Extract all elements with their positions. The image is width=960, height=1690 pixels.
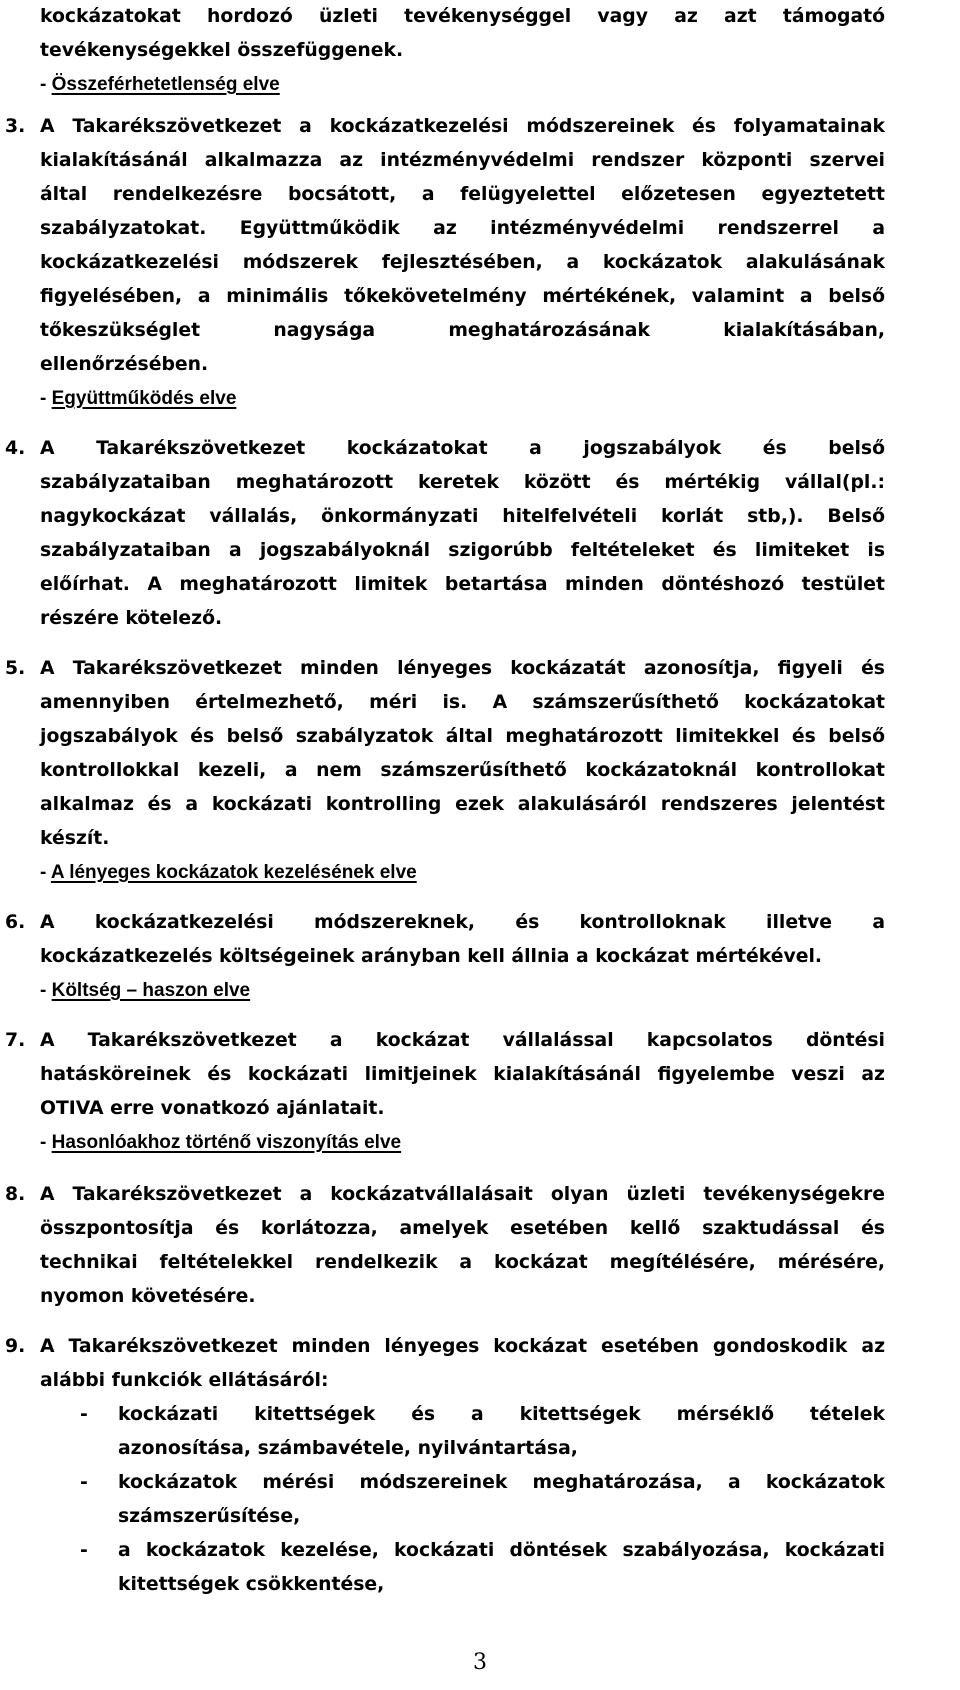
text-line: által rendelkezésre bocsátott, a felügyelettel előzetesen egyeztetett: [40, 184, 885, 205]
text-line: készít.: [40, 828, 110, 849]
sub-item-body: [118, 1534, 885, 1602]
text-line: amennyiben értelmezhető, méri is. A számszerűsíthető kockázatokat: [40, 692, 885, 713]
text-line: azonosítása, számbavétele, nyilvántartása,: [118, 1438, 578, 1459]
principle-line: [40, 68, 885, 102]
text-line: előírhat. A meghatározott limitek betartása minden döntéshozó testület: [40, 574, 885, 595]
principle-dash: -: [40, 862, 51, 883]
principle-line: [40, 974, 885, 1008]
principle-dash: -: [40, 980, 52, 1001]
text-line: technikai feltételekkel rendelkezik a kockázat megítélésére, mérésére,: [40, 1252, 885, 1273]
item-body: [40, 432, 885, 636]
principle-line: [40, 1126, 885, 1160]
sub-item-dash: -: [80, 1540, 88, 1561]
text-line: A Takarékszövetkezet a kockázatvállalásait olyan üzleti tevékenységekre: [40, 1184, 885, 1205]
text-line: számszerűsítése,: [118, 1506, 301, 1527]
principle-title: Hasonlóakhoz történő viszonyítás elve: [51, 1132, 402, 1153]
text-line: összpontosítja és korlátozza, amelyek esetében kellő szaktudással és: [40, 1218, 885, 1239]
text-line: kontrollokkal kezeli, a nem számszerűsíthető kockázatoknál kontrollokat: [40, 760, 885, 781]
text-line: figyelésében, a minimális tőkekövetelmény mértékének, valamint a belső: [40, 286, 885, 307]
text-line: alábbi funkciók ellátásáról:: [40, 1370, 329, 1391]
principle-dash: -: [40, 388, 52, 409]
text-line: A Takarékszövetkezet minden lényeges kockázatát azonosítja, figyeli és: [40, 658, 885, 679]
text-line: szabályzataiban a jogszabályoknál szigorúbb feltételeket és limiteket is: [40, 540, 885, 561]
text-line: hatásköreinek és kockázati limitjeinek kialakításánál figyelembe veszi az: [40, 1064, 885, 1085]
text-line: kockázati kitettségek és a kitettségek mérséklő tételek: [118, 1404, 885, 1425]
item-number: 7.: [5, 1030, 26, 1051]
principle-title: Együttműködés elve: [51, 388, 237, 409]
item-number: 8.: [5, 1184, 26, 1205]
item-number: 4.: [5, 438, 26, 459]
text-line: kockázatkezelés költségeinek arányban kell állnia a kockázat mértékével.: [40, 946, 823, 967]
item-body: [40, 110, 885, 416]
item-body: [40, 1330, 885, 1398]
principle-dash: -: [40, 1132, 52, 1153]
principle-title: Költség – haszon elve: [51, 980, 251, 1001]
text-line: A Takarékszövetkezet a kockázatkezelési módszereinek és folyamatainak: [40, 116, 885, 137]
text-line: szabályzataiban meghatározott keretek között és mértékig vállal(pl.:: [40, 472, 885, 493]
text-line: A Takarékszövetkezet minden lényeges kockázat esetében gondoskodik az: [40, 1336, 885, 1357]
text-line: tőkeszükséglet nagysága meghatározásának kialakításában,: [40, 320, 885, 341]
text-line: A kockázatkezelési módszereknek, és kontrolloknak illetve a: [40, 912, 885, 933]
text-line: OTIVA erre vonatkozó ajánlatait.: [40, 1098, 385, 1119]
principle-line: [40, 382, 885, 416]
sub-item-body: [118, 1466, 885, 1534]
text-line: ellenőrzésében.: [40, 354, 209, 375]
text-line: kockázatkezelési módszerek fejlesztésében, a kockázatok alakulásának: [40, 252, 885, 273]
sub-item-body: [118, 1398, 885, 1466]
page-number: 3: [473, 1650, 487, 1675]
text-line: a kockázatok kezelése, kockázati döntések szabályozása, kockázati: [118, 1540, 885, 1561]
principle-title: A lényeges kockázatok kezelésének elve: [50, 862, 417, 883]
text-line: alkalmaz és a kockázati kontrolling ezek alakulásáról rendszeres jelentést: [40, 794, 885, 815]
principle-line: [40, 856, 885, 890]
text-line: nagykockázat vállalás, önkormányzati hitelfelvételi korlát stb,). Belső: [40, 506, 885, 527]
text-line: kialakításánál alkalmazza az intézményvédelmi rendszer központi szervei: [40, 150, 885, 171]
text-line: kockázatok mérési módszereinek meghatározása, a kockázatok: [118, 1472, 885, 1493]
principle-title: Összeférhetetlenség elve: [51, 74, 280, 95]
text-line: nyomon követésére.: [40, 1286, 256, 1307]
item-number: 3.: [5, 116, 26, 137]
text-line: A Takarékszövetkezet kockázatokat a jogszabályok és belső: [40, 438, 885, 459]
intro-paragraph: [40, 0, 885, 102]
item-body: [40, 1024, 885, 1160]
item-body: [40, 906, 885, 1008]
principle-dash: -: [40, 74, 52, 95]
text-line: jogszabályok és belső szabályzatok által meghatározott limitekkel és belső: [40, 726, 885, 747]
item-body: [40, 1178, 885, 1314]
text-line: tevékenységekkel összefüggenek.: [40, 40, 404, 61]
text-line: A Takarékszövetkezet a kockázat vállalással kapcsolatos döntési: [40, 1030, 885, 1051]
text-line: szabályzatokat. Együttműködik az intézményvédelmi rendszerrel a: [40, 218, 885, 239]
item-number: 5.: [5, 658, 26, 679]
text-line: kitettségek csökkentése,: [118, 1574, 385, 1595]
sub-item-dash: -: [80, 1404, 88, 1425]
text-line: kockázatokat hordozó üzleti tevékenységgel vagy az azt támogató: [40, 6, 885, 27]
item-body: [40, 652, 885, 890]
item-number: 9.: [5, 1336, 26, 1357]
sub-item-dash: -: [80, 1472, 88, 1493]
item-number: 6.: [5, 912, 26, 933]
text-line: részére kötelező.: [40, 608, 223, 629]
